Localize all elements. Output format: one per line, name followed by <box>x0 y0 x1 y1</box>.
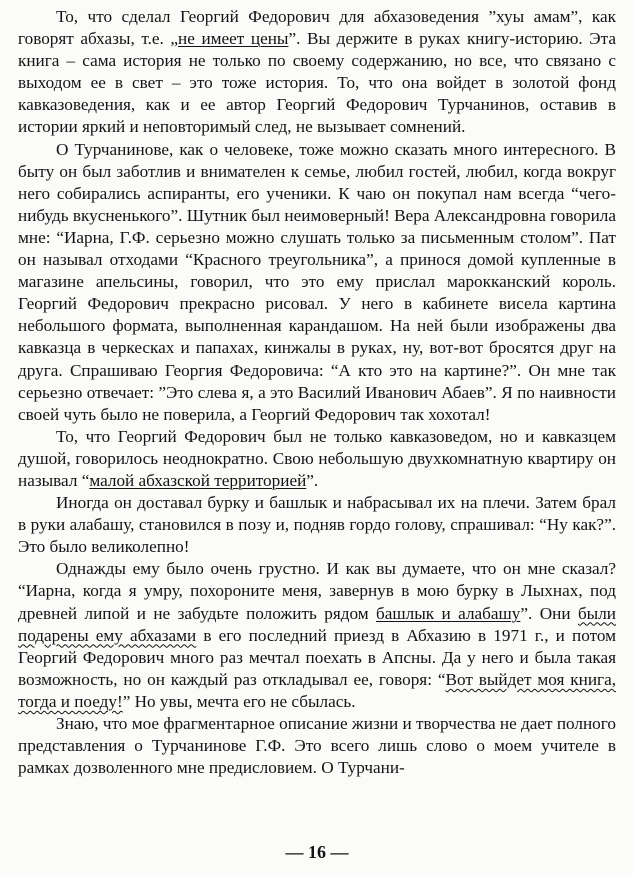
underlined-phrase: малой абхазской территорией <box>89 470 307 490</box>
text-run: ”. <box>306 470 319 490</box>
paragraph <box>18 139 616 426</box>
paragraph <box>18 558 616 713</box>
paragraph <box>18 492 616 558</box>
underlined-phrase: башлык и алабашу <box>376 603 521 623</box>
text-run: ”. Они <box>520 603 578 623</box>
wavy-underlined-phrase: Вот выйдет моя книга, тогда и поеду! <box>18 669 616 711</box>
body-text <box>18 6 616 779</box>
text-run: в его последний приезд в Абхазию в 1971 г., и потом Георгий Федорович много раз мечтал поехать в Апсны. Да у него и была такая возможность, но он каждый раз откладывал ее, говоря: “ <box>18 625 616 689</box>
text-run: То, что Георгий Федорович был не только кавказоведом, но и кавказцем душой, говорилось неоднократно. Свою небольшую двухкомнатную квартиру он называл “ <box>18 426 616 490</box>
text-run: О Турчанинове, как о человеке, тоже можно сказать много интересного. В быту он был заботлив и внимателен к семье, любил гостей, любил, когда вокруг него собирались аспиранты, его ученики. К чаю он покупал нам всегда “чего-нибудь вкусненького”. Шутник был неимоверный! Вера Александровна говорила мне: “Иарна, Г.Ф. серьезно можно слушать только за письменным столом”. Пат он называл отходами “Красного треугольника”, а принося домой купленные в магазине апельсины, говорил, что это ему прислал марокканский король. Георгий Федорович прекрасно рисовал. У него в кабинете висела картина небольшого формата, выполненная карандашом. На ней были изображены два кавказца в черкесках и папахах, кинжалы в руках, ну, вот-вот бросятся друг на друга. Спрашиваю Георгия Федоровича: “А кто это на картине?”. Он мне так серьезно отвечает: ”Это слева я, а это Василий Иванович Абаев”. Я по наивности своей чуть было не поверила, а Георгий Федорович так хохотал! <box>18 139 616 424</box>
text-run: Однажды ему было очень грустно. И как вы думаете, что он мне сказал? “Иарна, когда я умру, похороните меня, завернув в мою бурку в Лыхнах, под древней липой и не забудьте положить рядом <box>18 559 616 623</box>
paragraph <box>18 713 616 779</box>
paragraph <box>18 426 616 492</box>
text-run: Знаю, что мое фрагментарное описание жизни и творчества не дает полного представления о Турчанинове Г.Ф. Это всего лишь слово о моем учителе в рамках дозволенного мне предисловием. О Турчани- <box>18 714 616 778</box>
paragraph <box>18 6 616 139</box>
text-run: То, что сделал Георгий Федорович для абхазоведения ”хуы амам”, как говорят абхазы, т.е. „ <box>18 7 616 49</box>
text-run: ”. Вы держите в руках книгу-историю. Эта книга – сама история не только по своему содержанию, но все, что связано с выходом ее в свет – это тоже история. То, что она войдет в золотой фонд кавказоведения, как и ее автор Георгий Федорович Турчанинов, оставив в истории яркий и неповторимый след, не вызывает сомнений. <box>18 29 616 137</box>
text-run: ” Но увы, мечта его не сбылась. <box>122 691 356 711</box>
page-number: — 16 — <box>285 842 349 862</box>
wavy-underlined-phrase: были подарены ему абхазами <box>18 603 617 645</box>
text-run: Иногда он доставал бурку и башлык и набрасывал их на плечи. Затем брал в руки алабашу, становился в позу и, подняв гордо голову, спрашивал: “Ну как?”. Это было великолепно! <box>18 493 616 557</box>
underlined-phrase: не имеет цены <box>178 29 289 49</box>
